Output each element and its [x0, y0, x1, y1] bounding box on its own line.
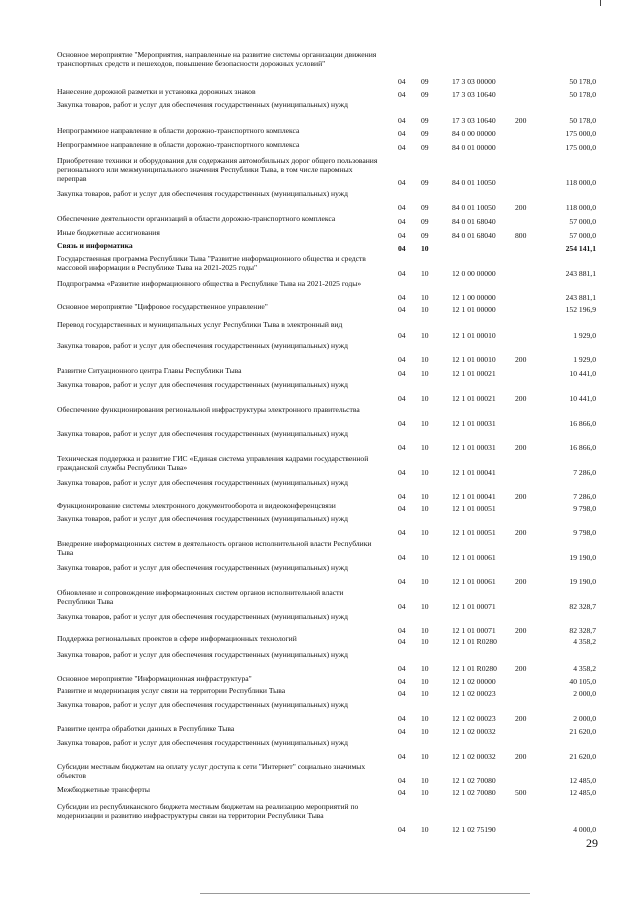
- row-pr: 09: [421, 116, 429, 125]
- row-csr: 12 1 01 00051: [452, 528, 496, 537]
- row-name: Закупка товаров, работ и услуг для обеспечения государственных (муниципальных) нужд: [57, 478, 348, 487]
- row-sum: 16 866,0: [569, 443, 596, 452]
- row-sum: 82 328,7: [569, 602, 596, 611]
- table-row: [0, 539, 635, 562]
- table-row: [0, 612, 635, 635]
- table-row: [0, 501, 635, 513]
- row-pr: 10: [421, 269, 429, 278]
- table-row: [0, 724, 635, 736]
- row-csr: 12 1 01 00071: [452, 602, 496, 611]
- table-row: [0, 802, 635, 834]
- row-vr: 200: [515, 626, 527, 635]
- row-rz: 04: [398, 355, 406, 364]
- table-row: [0, 228, 635, 240]
- row-name: Нанесение дорожной разметки и установка дорожных знаков: [57, 87, 256, 96]
- row-csr: 12 1 00 00000: [452, 293, 496, 302]
- scan-edge-mark: [600, 0, 601, 6]
- row-pr: 10: [421, 788, 429, 797]
- row-rz: 04: [398, 293, 406, 302]
- row-pr: 10: [421, 776, 429, 785]
- row-name: Государственная программа Республики Тыва "Развитие информационного общества и средств массовой информации в Республике Тыва на 2021-2025 годы": [57, 254, 366, 272]
- row-name: Закупка товаров, работ и услуг для обеспечения государственных (муниципальных) нужд: [57, 189, 348, 198]
- row-rz: 04: [398, 714, 406, 723]
- row-name: Связь и информатика: [57, 241, 133, 250]
- row-sum: 175 000,0: [565, 129, 596, 138]
- row-name: Иные бюджетные ассигнования: [57, 228, 160, 237]
- row-rz: 04: [398, 231, 406, 240]
- row-pr: 10: [421, 468, 429, 477]
- row-csr: 12 0 00 00000: [452, 269, 496, 278]
- row-csr: 12 1 01 00021: [452, 369, 496, 378]
- row-pr: 09: [421, 90, 429, 99]
- row-csr: 17 3 03 10640: [452, 90, 496, 99]
- row-csr: 12 1 01 00051: [452, 504, 496, 513]
- row-sum: 152 196,9: [565, 305, 596, 314]
- row-csr: 12 1 02 00023: [452, 689, 496, 698]
- row-name: Закупка товаров, работ и услуг для обеспечения государственных (муниципальных) нужд: [57, 100, 348, 109]
- row-name: Закупка товаров, работ и услуг для обеспечения государственных (муниципальных) нужд: [57, 341, 348, 350]
- row-csr: 12 1 01 00041: [452, 492, 496, 501]
- row-pr: 10: [421, 689, 429, 698]
- row-name: Развитие центра обработки данных в Республике Тыва: [57, 724, 235, 733]
- table-row: [0, 674, 635, 686]
- row-rz: 04: [398, 637, 406, 646]
- row-pr: 10: [421, 331, 429, 340]
- table-row: [0, 700, 635, 723]
- row-name: Развитие и модернизация услуг связи на территории Республики Тыва: [57, 686, 286, 695]
- table-row: [0, 514, 635, 537]
- row-pr: 10: [421, 677, 429, 686]
- row-name: Обновление и сопровождение информационных систем органов исполнительной власти Республики Тыва: [57, 588, 344, 606]
- table-row: [0, 380, 635, 403]
- row-name: Непрограммное направление в области дорожно-транспортного комплекса: [57, 126, 300, 135]
- row-sum: 21 620,0: [569, 752, 596, 761]
- row-pr: 10: [421, 825, 429, 834]
- row-sum: 9 798,0: [573, 528, 596, 537]
- row-name: Основное мероприятие "Информационная инфраструктура": [57, 674, 252, 683]
- row-sum: 2 000,0: [573, 714, 596, 723]
- table-row: [0, 302, 635, 314]
- row-name: Техническая поддержка и развитие ГИС «Единая система управления кадрами государственной гражданской службы Республики Тыва»: [57, 454, 369, 472]
- row-csr: 84 0 00 00000: [452, 129, 496, 138]
- table-row: [0, 588, 635, 611]
- row-csr: 12 1 02 75190: [452, 825, 496, 834]
- row-pr: 10: [421, 714, 429, 723]
- table-row: [0, 405, 635, 428]
- row-rz: 04: [398, 788, 406, 797]
- row-sum: 4 358,2: [573, 664, 596, 673]
- row-rz: 04: [398, 244, 406, 253]
- row-rz: 04: [398, 90, 406, 99]
- row-sum: 243 881,1: [565, 269, 596, 278]
- row-sum: 4 358,2: [573, 637, 596, 646]
- row-csr: 12 1 01 00010: [452, 331, 496, 340]
- row-sum: 12 485,0: [569, 776, 596, 785]
- row-name: Субсидии местным бюджетам на оплату услуг доступа к сети "Интернет" социально значимых объектов: [57, 762, 366, 780]
- row-sum: 175 000,0: [565, 143, 596, 152]
- row-sum: 2 000,0: [573, 689, 596, 698]
- row-csr: 84 0 01 68040: [452, 231, 496, 240]
- row-sum: 10 441,0: [569, 394, 596, 403]
- row-vr: 200: [515, 577, 527, 586]
- row-rz: 04: [398, 528, 406, 537]
- row-name: Закупка товаров, работ и услуг для обеспечения государственных (муниципальных) нужд: [57, 429, 348, 438]
- row-name: Межбюджетные трансферты: [57, 785, 150, 794]
- row-pr: 09: [421, 217, 429, 226]
- row-name: Перевод государственных и муниципальных услуг Республики Тыва в электронный вид: [57, 320, 343, 329]
- row-csr: 12 1 01 R0280: [452, 664, 497, 673]
- row-rz: 04: [398, 305, 406, 314]
- row-sum: 50 178,0: [569, 77, 596, 86]
- row-csr: 12 1 01 00041: [452, 468, 496, 477]
- row-rz: 04: [398, 553, 406, 562]
- row-sum: 50 178,0: [569, 116, 596, 125]
- table-row: [0, 478, 635, 501]
- row-csr: 12 1 02 00023: [452, 714, 496, 723]
- row-rz: 04: [398, 331, 406, 340]
- row-pr: 10: [421, 602, 429, 611]
- row-pr: 09: [421, 178, 429, 187]
- row-pr: 10: [421, 727, 429, 736]
- row-pr: 10: [421, 305, 429, 314]
- table-row: [0, 686, 635, 698]
- row-rz: 04: [398, 727, 406, 736]
- row-rz: 04: [398, 443, 406, 452]
- bottom-rule: [200, 893, 530, 894]
- table-row: [0, 634, 635, 646]
- row-sum: 118 000,0: [565, 203, 596, 212]
- table-row: [0, 140, 635, 152]
- row-csr: 84 0 01 10050: [452, 203, 496, 212]
- page-number: 29: [586, 836, 598, 850]
- row-name: Внедрение информационных систем в деятельность органов исполнительной власти Республики Тыва: [57, 539, 372, 557]
- row-rz: 04: [398, 602, 406, 611]
- table-row: [0, 241, 635, 253]
- table-row: [0, 214, 635, 226]
- row-sum: 50 178,0: [569, 90, 596, 99]
- row-csr: 12 1 01 00061: [452, 553, 496, 562]
- row-vr: 200: [515, 752, 527, 761]
- row-csr: 84 0 01 00000: [452, 143, 496, 152]
- row-rz: 04: [398, 394, 406, 403]
- row-rz: 04: [398, 689, 406, 698]
- row-rz: 04: [398, 752, 406, 761]
- row-csr: 12 1 01 00061: [452, 577, 496, 586]
- row-sum: 1 929,0: [573, 331, 596, 340]
- row-sum: 118 000,0: [565, 178, 596, 187]
- row-vr: 200: [515, 203, 527, 212]
- row-pr: 10: [421, 664, 429, 673]
- row-csr: 12 1 02 70080: [452, 776, 496, 785]
- row-vr: 500: [515, 788, 527, 797]
- row-csr: 12 1 01 R0280: [452, 637, 497, 646]
- row-sum: 7 286,0: [573, 468, 596, 477]
- row-pr: 10: [421, 419, 429, 428]
- row-csr: 12 1 01 00031: [452, 419, 496, 428]
- row-name: Закупка товаров, работ и услуг для обеспечения государственных (муниципальных) нужд: [57, 738, 348, 747]
- row-name: Закупка товаров, работ и услуг для обеспечения государственных (муниципальных) нужд: [57, 650, 348, 659]
- row-vr: 200: [515, 664, 527, 673]
- row-csr: 17 3 03 00000: [452, 77, 496, 86]
- row-rz: 04: [398, 369, 406, 378]
- row-rz: 04: [398, 577, 406, 586]
- row-name: Развитие Ситуационного центра Главы Республики Тыва: [57, 366, 242, 375]
- row-pr: 09: [421, 77, 429, 86]
- row-csr: 12 1 01 00031: [452, 443, 496, 452]
- row-csr: 17 3 03 10640: [452, 116, 496, 125]
- row-pr: 09: [421, 143, 429, 152]
- row-sum: 1 929,0: [573, 355, 596, 364]
- row-pr: 10: [421, 528, 429, 537]
- row-rz: 04: [398, 143, 406, 152]
- table-row: [0, 366, 635, 378]
- row-pr: 10: [421, 553, 429, 562]
- row-vr: 200: [515, 714, 527, 723]
- row-csr: 12 1 02 00032: [452, 752, 496, 761]
- table-row: [0, 87, 635, 99]
- row-csr: 84 0 01 10050: [452, 178, 496, 187]
- table-row: [0, 785, 635, 797]
- row-rz: 04: [398, 269, 406, 278]
- table-row: [0, 254, 635, 278]
- row-csr: 12 1 01 00071: [452, 626, 496, 635]
- row-sum: 9 798,0: [573, 504, 596, 513]
- table-row: [0, 50, 635, 86]
- row-pr: 09: [421, 129, 429, 138]
- table-row: [0, 341, 635, 364]
- table-row: [0, 563, 635, 586]
- row-rz: 04: [398, 77, 406, 86]
- row-sum: 57 000,0: [569, 217, 596, 226]
- row-rz: 04: [398, 419, 406, 428]
- table-row: [0, 100, 635, 125]
- row-vr: 800: [515, 231, 527, 240]
- row-name: Приобретение техники и оборудования для содержания автомобильных дорог общего пользования регионального или межмуниципального значения Республики Тыва, в том числе паромных переправ: [57, 156, 378, 183]
- row-rz: 04: [398, 664, 406, 673]
- row-name: Закупка товаров, работ и услуг для обеспечения государственных (муниципальных) нужд: [57, 563, 348, 572]
- row-rz: 04: [398, 129, 406, 138]
- row-vr: 200: [515, 116, 527, 125]
- row-rz: 04: [398, 677, 406, 686]
- row-name: Функционирование системы электронного документооборота и видеоконференцсвязи: [57, 501, 336, 510]
- row-rz: 04: [398, 178, 406, 187]
- row-name: Основное мероприятие "Мероприятия, направленные на развитие системы организации движения транспортных средств и пешеходов, повышение безопасности дорожных условий": [57, 50, 377, 68]
- row-name: Закупка товаров, работ и услуг для обеспечения государственных (муниципальных) нужд: [57, 612, 348, 621]
- row-sum: 254 141,1: [565, 244, 596, 253]
- row-sum: 21 620,0: [569, 727, 596, 736]
- row-sum: 57 000,0: [569, 231, 596, 240]
- row-sum: 82 328,7: [569, 626, 596, 635]
- row-sum: 10 441,0: [569, 369, 596, 378]
- table-row: [0, 189, 635, 212]
- row-sum: 243 881,1: [565, 293, 596, 302]
- row-pr: 10: [421, 443, 429, 452]
- row-name: Закупка товаров, работ и услуг для обеспечения государственных (муниципальных) нужд: [57, 700, 348, 709]
- row-pr: 10: [421, 637, 429, 646]
- row-rz: 04: [398, 776, 406, 785]
- row-pr: 09: [421, 203, 429, 212]
- row-name: Закупка товаров, работ и услуг для обеспечения государственных (муниципальных) нужд: [57, 514, 348, 523]
- table-row: [0, 320, 635, 340]
- row-name: Поддержка региональных проектов в сфере информационных технологий: [57, 634, 297, 643]
- row-sum: 19 190,0: [569, 577, 596, 586]
- row-rz: 04: [398, 217, 406, 226]
- row-name: Подпрограмма «Развитие информационного общества в Республике Тыва на 2021-2025 годы»: [57, 279, 362, 288]
- table-row: [0, 156, 635, 187]
- row-sum: 40 105,0: [569, 677, 596, 686]
- table-row: [0, 738, 635, 761]
- row-name: Обеспечение деятельности организаций в области дорожно-транспортного комплекса: [57, 214, 336, 223]
- row-pr: 09: [421, 231, 429, 240]
- row-pr: 10: [421, 626, 429, 635]
- row-rz: 04: [398, 492, 406, 501]
- row-rz: 04: [398, 468, 406, 477]
- row-vr: 200: [515, 528, 527, 537]
- row-name: Субсидии из республиканского бюджета местным бюджетам на реализацию мероприятий по модернизации и развитию инфраструктуры связи на территории Республики Тыва: [57, 802, 359, 820]
- row-rz: 04: [398, 504, 406, 513]
- row-pr: 10: [421, 577, 429, 586]
- row-vr: 200: [515, 443, 527, 452]
- row-csr: 12 1 01 00010: [452, 355, 496, 364]
- table-row: [0, 762, 635, 785]
- row-vr: 200: [515, 492, 527, 501]
- table-row: [0, 126, 635, 138]
- row-sum: 12 485,0: [569, 788, 596, 797]
- row-rz: 04: [398, 116, 406, 125]
- row-sum: 16 866,0: [569, 419, 596, 428]
- row-name: Закупка товаров, работ и услуг для обеспечения государственных (муниципальных) нужд: [57, 380, 348, 389]
- row-csr: 12 1 02 00032: [452, 727, 496, 736]
- row-csr: 12 1 02 70080: [452, 788, 496, 797]
- table-row: [0, 650, 635, 673]
- row-pr: 10: [421, 369, 429, 378]
- row-vr: 200: [515, 394, 527, 403]
- table-row: [0, 279, 635, 302]
- row-pr: 10: [421, 355, 429, 364]
- row-pr: 10: [421, 504, 429, 513]
- row-name: Обеспечение функционирования региональной инфраструктуры электронного правительства: [57, 405, 360, 414]
- row-rz: 04: [398, 825, 406, 834]
- row-pr: 10: [421, 244, 429, 253]
- row-sum: 4 000,0: [573, 825, 596, 834]
- table-row: [0, 454, 635, 477]
- row-pr: 10: [421, 752, 429, 761]
- row-pr: 10: [421, 394, 429, 403]
- row-csr: 12 1 01 00000: [452, 305, 496, 314]
- row-pr: 10: [421, 492, 429, 501]
- row-name: Основное мероприятие "Цифровое государственное управление": [57, 302, 268, 311]
- row-name: Непрограммное направление в области дорожно-транспортного комплекса: [57, 140, 300, 149]
- row-rz: 04: [398, 626, 406, 635]
- row-vr: 200: [515, 355, 527, 364]
- row-pr: 10: [421, 293, 429, 302]
- table-row: [0, 429, 635, 452]
- row-rz: 04: [398, 203, 406, 212]
- row-sum: 19 190,0: [569, 553, 596, 562]
- row-sum: 7 286,0: [573, 492, 596, 501]
- row-csr: 12 1 02 00000: [452, 677, 496, 686]
- row-csr: 12 1 01 00021: [452, 394, 496, 403]
- row-csr: 84 0 01 68040: [452, 217, 496, 226]
